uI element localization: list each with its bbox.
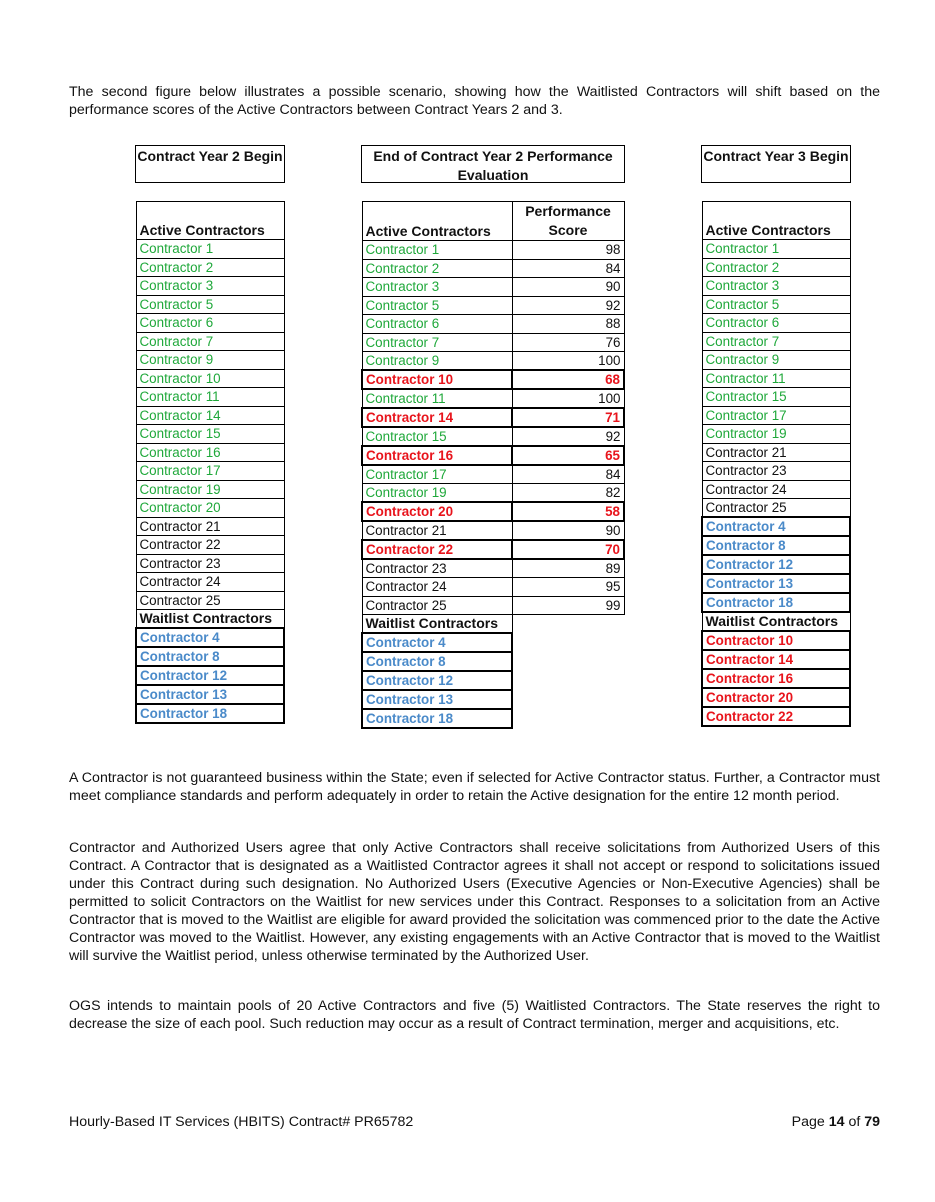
active-contractor-cell: Contractor 25 (702, 499, 850, 518)
active-contractor-cell: Contractor 1 (136, 240, 284, 259)
table-row (136, 517, 284, 536)
table-row (136, 425, 284, 444)
performance-score-cell: 76 (512, 333, 624, 352)
table-row (136, 591, 284, 610)
table-row (362, 671, 624, 690)
active-contractor-cell: Contractor 16 (136, 443, 284, 462)
table-row (362, 352, 624, 371)
waitlist-contractor-cell: Contractor 18 (136, 704, 284, 723)
table-row (362, 502, 624, 521)
waitlist-contractors-header: Waitlist Contractors (702, 612, 850, 631)
page-total: 79 (864, 1114, 880, 1130)
active-contractor-cell: Contractor 21 (362, 521, 512, 540)
empty-cell (512, 633, 624, 652)
active-contractor-cell: Contractor 13 (702, 574, 850, 593)
table-row (136, 462, 284, 481)
performance-score-cell: 84 (512, 465, 624, 484)
table-row (136, 480, 284, 499)
paragraph-pools: OGS intends to maintain pools of 20 Active Contractors and five (5) Waitlisted Contractors. The State reserves the right to decrease the size of each pool. Such reduction may occur as a result of Contract termination, merger and acquisitions, etc. (69, 998, 880, 1032)
table-row (136, 406, 284, 425)
table-row (702, 707, 850, 726)
active-contractor-cell: Contractor 20 (362, 502, 512, 521)
active-contractor-cell: Contractor 18 (702, 593, 850, 612)
active-contractor-cell: Contractor 3 (362, 278, 512, 297)
table-row (362, 652, 624, 671)
active-contractor-cell: Contractor 23 (362, 559, 512, 578)
table-row (362, 315, 624, 334)
waitlist-contractor-cell: Contractor 4 (136, 628, 284, 647)
right-title-box: Contract Year 3 Begin (701, 145, 851, 183)
table-row (136, 277, 284, 296)
waitlist-contractor-cell: Contractor 22 (702, 707, 850, 726)
table-row (702, 295, 850, 314)
left-contractors-table (135, 201, 285, 724)
active-contractor-cell: Contractor 24 (702, 480, 850, 499)
table-row (136, 536, 284, 555)
table-row (702, 536, 850, 555)
active-contractor-cell: Contractor 22 (136, 536, 284, 555)
performance-score-cell: 92 (512, 427, 624, 446)
active-contractor-cell: Contractor 6 (702, 314, 850, 333)
table-row (702, 480, 850, 499)
empty-cell (512, 615, 624, 634)
table-row (362, 633, 624, 652)
performance-score-cell: 100 (512, 352, 624, 371)
table-row (362, 333, 624, 352)
waitlist-contractor-cell: Contractor 18 (362, 709, 512, 728)
table-row (362, 690, 624, 709)
performance-score-cell: 95 (512, 578, 624, 597)
performance-score-cell: 58 (512, 502, 624, 521)
active-contractor-cell: Contractor 2 (702, 258, 850, 277)
waitlist-contractor-cell: Contractor 12 (362, 671, 512, 690)
table-row (362, 540, 624, 559)
header-row (362, 202, 624, 241)
table-row (136, 332, 284, 351)
active-contractor-cell: Contractor 24 (136, 573, 284, 592)
active-contractor-cell: Contractor 4 (702, 517, 850, 536)
table-row (362, 370, 624, 389)
active-contractor-cell: Contractor 9 (362, 352, 512, 371)
waitlist-contractor-cell: Contractor 13 (362, 690, 512, 709)
table-row (702, 499, 850, 518)
active-contractor-cell: Contractor 11 (702, 369, 850, 388)
table-row (702, 555, 850, 574)
performance-score-cell: 68 (512, 370, 624, 389)
footer-contract-title: Hourly-Based IT Services (HBITS) Contract# PR65782 (69, 1114, 414, 1130)
table-row (136, 388, 284, 407)
empty-cell (512, 671, 624, 690)
active-contractor-cell: Contractor 7 (136, 332, 284, 351)
table-row (136, 314, 284, 333)
table-row (136, 499, 284, 518)
active-contractor-cell: Contractor 9 (702, 351, 850, 370)
performance-score-cell: 89 (512, 559, 624, 578)
table-row (136, 573, 284, 592)
header-row (136, 202, 284, 240)
performance-score-header: Performance Score (512, 202, 624, 241)
table-row (702, 631, 850, 650)
table-row (362, 408, 624, 427)
middle-evaluation-table (361, 201, 625, 729)
active-contractor-cell: Contractor 6 (136, 314, 284, 333)
table-row (702, 314, 850, 333)
table-row (136, 666, 284, 685)
waitlist-contractor-cell: Contractor 12 (136, 666, 284, 685)
empty-cell (512, 652, 624, 671)
middle-title-box: End of Contract Year 2 Performance Evaluation (361, 145, 625, 183)
table-row (362, 596, 624, 615)
active-contractor-cell: Contractor 23 (702, 462, 850, 481)
table-row (362, 484, 624, 503)
active-contractor-cell: Contractor 1 (702, 240, 850, 259)
header-row (702, 202, 850, 240)
active-contractor-cell: Contractor 22 (362, 540, 512, 559)
active-contractor-cell: Contractor 20 (136, 499, 284, 518)
waitlist-contractor-cell: Contractor 16 (702, 669, 850, 688)
active-contractor-cell: Contractor 5 (136, 295, 284, 314)
table-row (702, 258, 850, 277)
table-row (702, 388, 850, 407)
waitlist-header-row (702, 612, 850, 631)
active-contractor-cell: Contractor 21 (136, 517, 284, 536)
table-row (362, 389, 624, 408)
table-row (136, 647, 284, 666)
waitlist-contractor-cell: Contractor 20 (702, 688, 850, 707)
active-contractor-cell: Contractor 15 (136, 425, 284, 444)
active-contractor-cell: Contractor 7 (702, 332, 850, 351)
waitlist-contractor-cell: Contractor 14 (702, 650, 850, 669)
table-row (136, 369, 284, 388)
waitlist-contractor-cell: Contractor 8 (362, 652, 512, 671)
table-row (702, 443, 850, 462)
table-row (362, 259, 624, 278)
active-contractor-cell: Contractor 24 (362, 578, 512, 597)
active-contractor-cell: Contractor 9 (136, 351, 284, 370)
waitlist-header-row (136, 610, 284, 629)
active-contractor-cell: Contractor 2 (362, 259, 512, 278)
active-contractor-cell: Contractor 25 (362, 596, 512, 615)
waitlist-contractors-header: Waitlist Contractors (136, 610, 284, 629)
active-contractor-cell: Contractor 14 (136, 406, 284, 425)
performance-score-cell: 90 (512, 278, 624, 297)
active-contractor-cell: Contractor 11 (136, 388, 284, 407)
active-contractor-cell: Contractor 6 (362, 315, 512, 334)
footer-page-number (792, 1114, 880, 1130)
active-contractor-cell: Contractor 19 (136, 480, 284, 499)
performance-score-cell: 70 (512, 540, 624, 559)
page-prefix: Page (791, 1114, 829, 1130)
performance-score-cell: 84 (512, 259, 624, 278)
table-row (136, 443, 284, 462)
performance-score-cell: 65 (512, 446, 624, 465)
table-row (702, 574, 850, 593)
waitlist-contractors-header: Waitlist Contractors (362, 615, 512, 634)
table-row (362, 446, 624, 465)
table-row (136, 554, 284, 573)
empty-cell (512, 690, 624, 709)
active-contractor-cell: Contractor 16 (362, 446, 512, 465)
table-row (702, 425, 850, 444)
active-contractor-cell: Contractor 17 (702, 406, 850, 425)
table-row (702, 462, 850, 481)
active-contractor-cell: Contractor 5 (702, 295, 850, 314)
table-row (362, 278, 624, 297)
table-row (136, 685, 284, 704)
active-contractors-header: Active Contractors (362, 202, 512, 241)
right-contractors-table (701, 201, 851, 727)
table-row (702, 369, 850, 388)
table-row (362, 427, 624, 446)
performance-score-cell: 90 (512, 521, 624, 540)
waitlist-contractor-cell: Contractor 13 (136, 685, 284, 704)
table-row (136, 295, 284, 314)
table-row (702, 240, 850, 259)
performance-score-cell: 82 (512, 484, 624, 503)
active-contractor-cell: Contractor 15 (362, 427, 512, 446)
table-row (362, 578, 624, 597)
page-of: of (844, 1114, 865, 1130)
active-contractor-cell: Contractor 7 (362, 333, 512, 352)
table-row (136, 628, 284, 647)
performance-score-cell: 88 (512, 315, 624, 334)
paragraph-guarantee: A Contractor is not guaranteed business within the State; even if selected for Active Contractor status. Further, a Contractor must meet compliance standards and perform adequately in order to retain the Active designation for the entire 12 month period. (69, 770, 880, 804)
left-title-box: Contract Year 2 Begin (135, 145, 285, 183)
table-row (702, 650, 850, 669)
active-contractor-cell: Contractor 19 (362, 484, 512, 503)
active-contractor-cell: Contractor 15 (702, 388, 850, 407)
active-contractor-cell: Contractor 10 (362, 370, 512, 389)
performance-score-cell: 100 (512, 389, 624, 408)
active-contractor-cell: Contractor 17 (362, 465, 512, 484)
active-contractor-cell: Contractor 21 (702, 443, 850, 462)
performance-score-cell: 99 (512, 596, 624, 615)
table-row (702, 277, 850, 296)
table-row (362, 241, 624, 260)
empty-cell (512, 709, 624, 728)
table-row (136, 258, 284, 277)
paragraph-solicitations: Contractor and Authorized Users agree that only Active Contractors shall receive solicitations from Authorized Users of this Contract. A Contractor that is designated as a Waitlisted Contractor agrees it shall not accept or respond to solicitations issued under this Contract during such designation. No Authorized Users (Executive Agencies or Non-Executive Agencies) shall be permitted to solicit Contractors on the Waitlist for new services under this Contract. Responses to a solicitation from an Active Contractor that is moved to the Waitlist are eligible for award provided the solicitation was commenced prior to the date the Active Contractor was moved to the Waitlist. However, any existing engagements with an Active Contractor that is moved to the Waitlist will survive the Waitlist period, unless otherwise terminated by the Authorized User. (69, 840, 880, 964)
waitlist-header-row (362, 615, 624, 634)
active-contractor-cell: Contractor 3 (136, 277, 284, 296)
active-contractor-cell: Contractor 5 (362, 296, 512, 315)
table-row (362, 465, 624, 484)
active-contractor-cell: Contractor 8 (702, 536, 850, 555)
performance-score-cell: 92 (512, 296, 624, 315)
table-row (702, 593, 850, 612)
active-contractor-cell: Contractor 2 (136, 258, 284, 277)
performance-score-cell: 71 (512, 408, 624, 427)
table-row (136, 240, 284, 259)
intro-paragraph: The second figure below illustrates a possible scenario, showing how the Waitlisted Contractors will shift based on the performance scores of the Active Contractors between Contract Years 2 and 3. (69, 84, 880, 118)
table-row (702, 406, 850, 425)
active-contractor-cell: Contractor 12 (702, 555, 850, 574)
active-contractor-cell: Contractor 1 (362, 241, 512, 260)
table-row (136, 351, 284, 370)
table-row (702, 332, 850, 351)
active-contractor-cell: Contractor 11 (362, 389, 512, 408)
active-contractor-cell: Contractor 3 (702, 277, 850, 296)
waitlist-contractor-cell: Contractor 8 (136, 647, 284, 666)
waitlist-contractor-cell: Contractor 10 (702, 631, 850, 650)
active-contractor-cell: Contractor 23 (136, 554, 284, 573)
active-contractor-cell: Contractor 14 (362, 408, 512, 427)
table-row (702, 517, 850, 536)
table-row (362, 521, 624, 540)
active-contractor-cell: Contractor 10 (136, 369, 284, 388)
active-contractor-cell: Contractor 19 (702, 425, 850, 444)
active-contractor-cell: Contractor 25 (136, 591, 284, 610)
table-row (362, 559, 624, 578)
performance-score-cell: 98 (512, 241, 624, 260)
active-contractors-header: Active Contractors (702, 202, 850, 240)
table-row (702, 688, 850, 707)
page-current: 14 (828, 1114, 845, 1130)
table-row (362, 296, 624, 315)
table-row (136, 704, 284, 723)
table-row (702, 351, 850, 370)
table-row (362, 709, 624, 728)
table-row (702, 669, 850, 688)
active-contractor-cell: Contractor 17 (136, 462, 284, 481)
active-contractors-header: Active Contractors (136, 202, 284, 240)
waitlist-contractor-cell: Contractor 4 (362, 633, 512, 652)
